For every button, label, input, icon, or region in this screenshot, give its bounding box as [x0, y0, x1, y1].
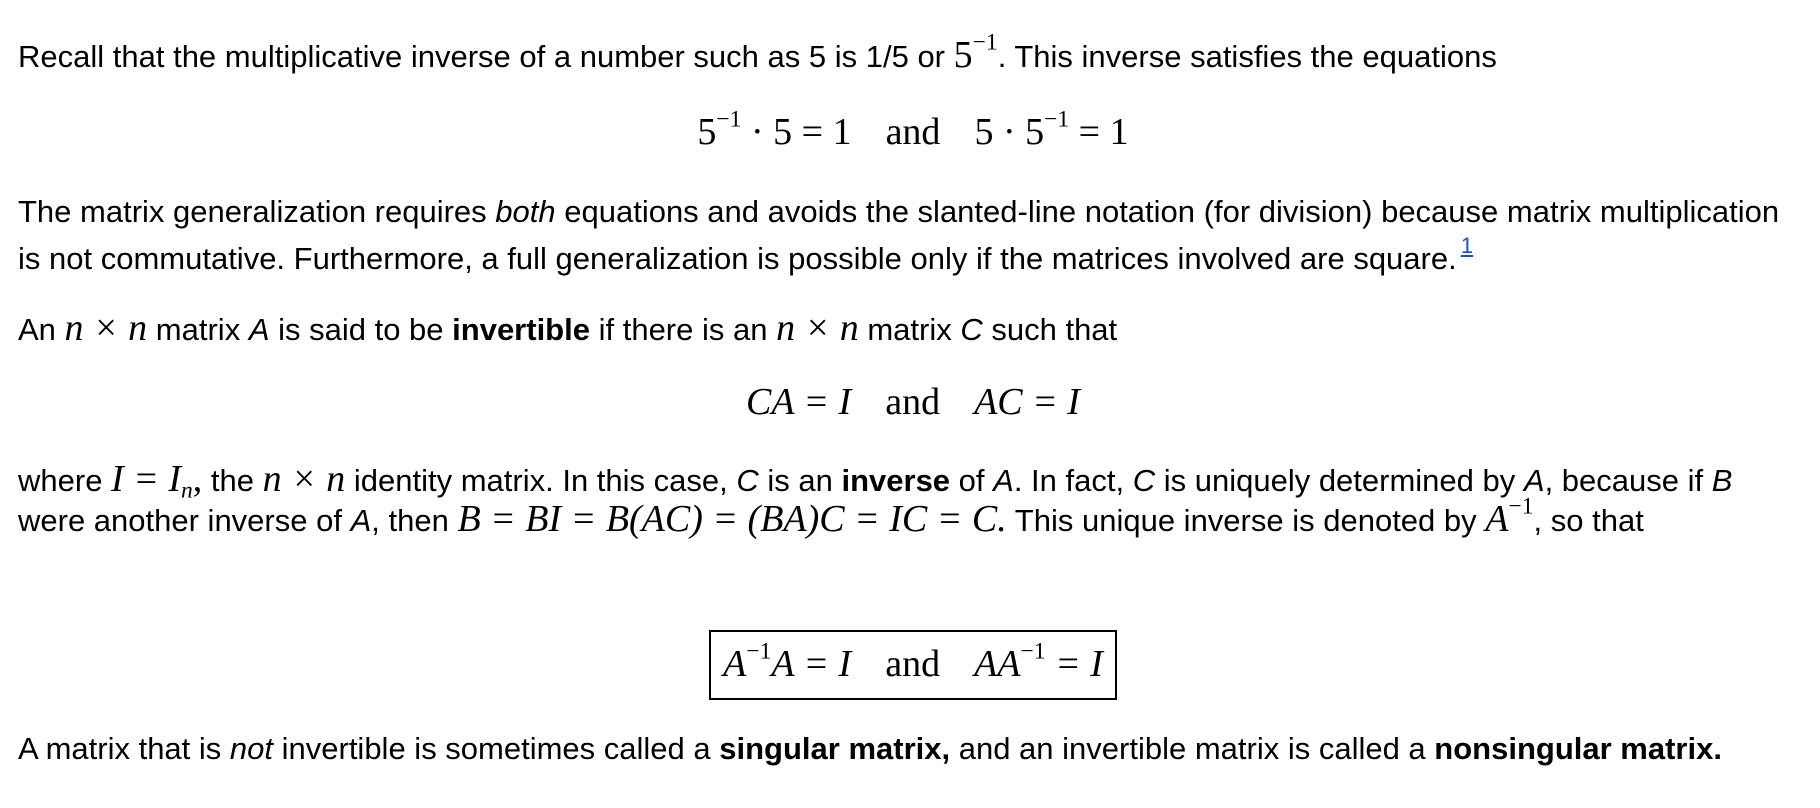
paragraph-uniqueness: where $I = I_n$, the n × n identity matrix. In this case, C is an inverse of A. In fact, C is uniquely determined by A, because if B were another inverse of A, then B = BI = B(AC) = (BA)C = IC = C. This unique inverse is denoted by $A^{-1}$, so that	[18, 458, 1733, 540]
inline-math-uniqueness-chain: B = BI = B(AC) = (BA)C = IC = C.	[457, 498, 1007, 540]
paragraph-invertible-definition: An n × n matrix A is said to be invertible if there is an n × n matrix C such that	[18, 307, 1118, 349]
boxed-equation: $A^{-1}A = I$ and $AA^{-1} = I$	[709, 630, 1117, 700]
paragraph-multiplicative-inverse	[18, 29, 1808, 80]
paragraph-matrix-generalization: The matrix generalization requires both equations and avoids the slanted-line notation (for division) because matrix multiplication is not commutative. Furthermore, a full generalization is possible only if the matrices involved are square. $^1$	[18, 194, 1780, 276]
inline-math-a-inverse: $A^{-1}$	[1485, 493, 1534, 540]
inline-math-n-by-n: n × n	[64, 307, 148, 349]
paragraph-text: . This inverse satisfies the equations	[997, 39, 1497, 74]
equation-matrix-inverse: CA = I and AC = I	[746, 381, 1080, 423]
inline-math-five-inverse: $5^{-1}$	[953, 29, 998, 76]
term-singular-matrix: singular matrix,	[719, 731, 951, 766]
inline-math-n-by-n: n × n	[776, 307, 859, 349]
term-inverse: inverse	[841, 463, 951, 498]
equation-boxed-inverse	[18, 630, 1808, 700]
term-invertible: invertible	[452, 312, 590, 347]
footnote-link[interactable]: 1	[1460, 233, 1474, 259]
term-nonsingular-matrix: nonsingular matrix.	[1434, 731, 1722, 766]
paragraph-text: Recall that the multiplicative inverse of a number such as 5 is 1/5 or	[18, 39, 954, 74]
inline-math-n-by-n: n × n	[262, 458, 346, 500]
inline-math-identity: $I = I_n$,	[111, 458, 203, 504]
equation-scalar-inverse: $5^{-1} \cdot 5 = 1$ and $5 \cdot 5^{-1} = 1$	[697, 106, 1129, 153]
paragraph-singular-definition: A matrix that is not invertible is sometimes called a singular matrix, and an invertible matrix is called a nonsingular matrix.	[18, 731, 1722, 766]
